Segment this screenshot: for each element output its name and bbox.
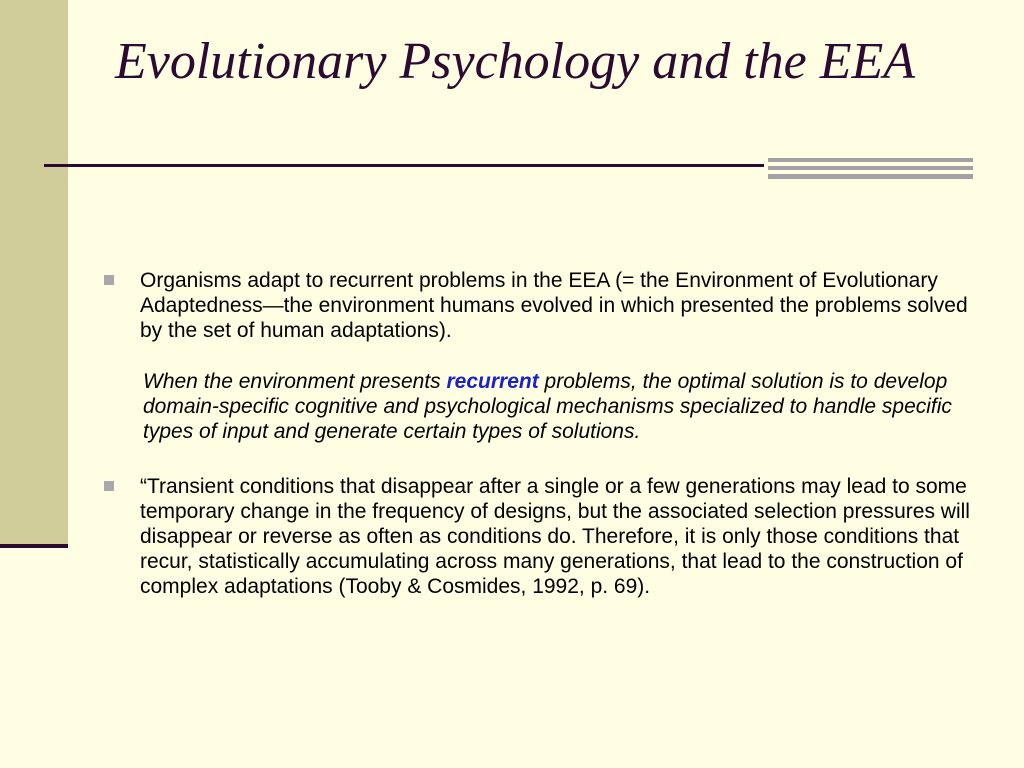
- italic-note-text-start: When the environment presents: [143, 370, 447, 393]
- accent-bar-middle: [768, 166, 973, 170]
- italic-note-text-end: problems, the optimal solution is to develop domain-specific cognitive and psychological mechanisms specialized to handle specific types of input and generate certain types of solutions.: [143, 370, 952, 443]
- square-bullet-icon: [104, 481, 114, 491]
- bullet-item: [100, 474, 980, 599]
- left-decorative-line: [0, 544, 68, 548]
- highlighted-term: recurrent: [446, 370, 539, 393]
- bullet-text: Organisms adapt to recurrent problems in the EEA (= the Environment of Evolutionary Adaptedness—the environment humans evolved in which presented the problems solved by the set of human adaptations).: [140, 269, 968, 342]
- accent-bar-bottom: [768, 174, 973, 179]
- accent-bar-top: [768, 158, 973, 162]
- slide-body: [100, 268, 980, 599]
- title-divider: [44, 164, 764, 167]
- square-bullet-icon: [104, 275, 114, 285]
- slide-title: Evolutionary Psychology and the EEA: [115, 33, 916, 90]
- italic-note: [100, 369, 980, 444]
- left-decorative-bar: [0, 0, 68, 545]
- bullet-text: “Transient conditions that disappear after a single or a few generations may lead to some temporary change in the frequency of designs, but the associated selection pressures will disappear or reverse as often as conditions do. Therefore, it is only those conditions that recur, statistically accumulating across many generations, that lead to the construction of complex adaptations (Tooby & Cosmides, 1992, p. 69).: [140, 475, 970, 598]
- bullet-item: [100, 268, 980, 343]
